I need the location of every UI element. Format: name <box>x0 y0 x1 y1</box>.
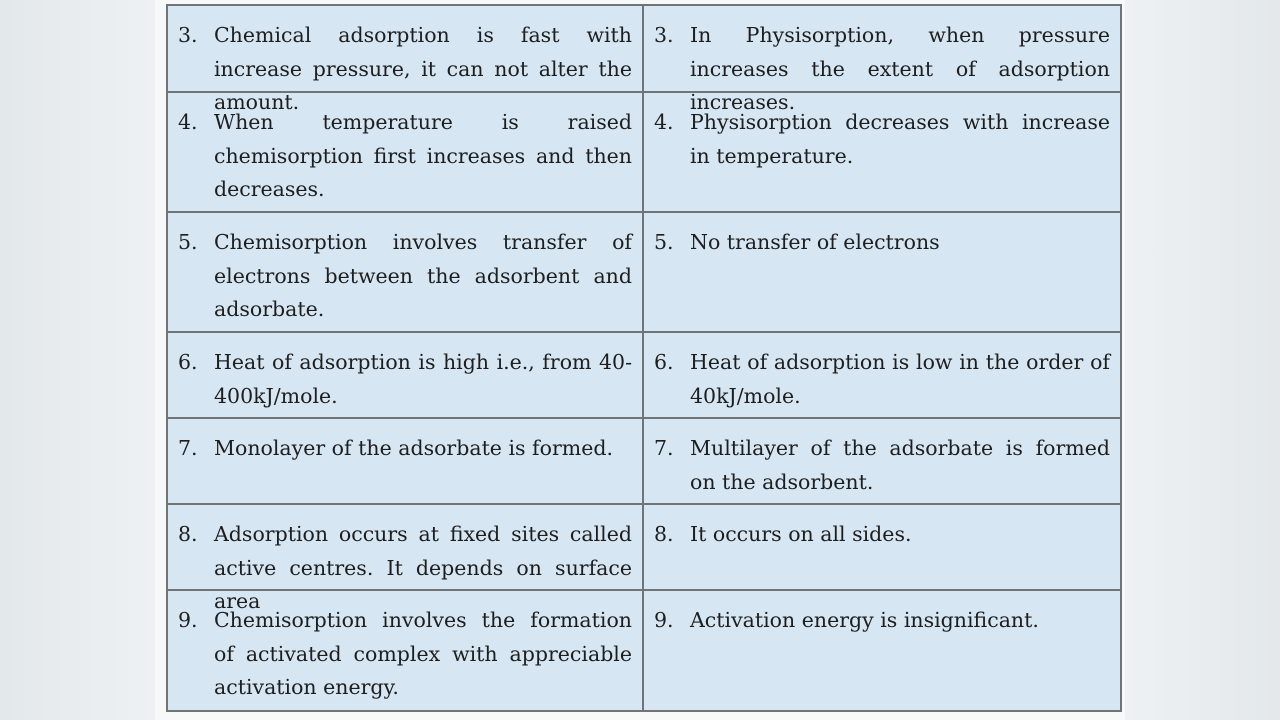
item-number: 7. <box>178 436 198 460</box>
table-row <box>168 591 1120 710</box>
item-text: Multilayer of the adsorbate is formed on the adsorbent. <box>690 436 1110 494</box>
table-row <box>168 419 1120 505</box>
table-row <box>168 93 1120 213</box>
physisorption-cell <box>644 213 1120 331</box>
item-text: No transfer of electrons <box>690 230 940 254</box>
chemisorption-cell <box>168 93 644 211</box>
comparison-table <box>166 4 1122 712</box>
physisorption-cell <box>644 93 1120 211</box>
item-text: When temperature is raised chemisorption first increases and then decreases. <box>214 110 632 201</box>
item-text: Heat of adsorption is low in the order of 40kJ/mole. <box>690 350 1110 408</box>
chemisorption-cell <box>168 419 644 503</box>
physisorption-cell <box>644 6 1120 114</box>
item-text: Chemisorption involves transfer of electrons between the adsorbent and adsorbate. <box>214 230 632 321</box>
item-text: Physisorption decreases with increase in temperature. <box>690 110 1110 168</box>
item-number: 4. <box>654 110 674 134</box>
physisorption-cell <box>644 419 1120 503</box>
item-number: 3. <box>178 23 198 47</box>
item-text: Heat of adsorption is high i.e., from 40-400kJ/mole. <box>214 350 632 408</box>
item-text: In Physisorption, when pressure increases the extent of adsorption increases. <box>690 23 1110 114</box>
table-row <box>168 333 1120 419</box>
chemisorption-cell <box>168 6 644 114</box>
item-number: 9. <box>654 608 674 632</box>
item-text: Chemisorption involves the formation of activated complex with appreciable activation energy. <box>214 608 632 699</box>
table-row <box>168 213 1120 333</box>
physisorption-cell <box>644 591 1120 710</box>
chemisorption-cell <box>168 333 644 417</box>
chemisorption-cell <box>168 213 644 331</box>
item-text: Activation energy is insignificant. <box>690 608 1039 632</box>
item-text: Adsorption occurs at fixed sites called active centres. It depends on surface area <box>214 522 632 613</box>
item-number: 8. <box>178 522 198 546</box>
item-number: 7. <box>654 436 674 460</box>
item-number: 4. <box>178 110 198 134</box>
item-text: Chemical adsorption is fast with increase pressure, it can not alter the amount. <box>214 23 632 114</box>
item-text: Monolayer of the adsorbate is formed. <box>214 436 613 460</box>
table-row <box>168 505 1120 613</box>
item-number: 9. <box>178 608 198 632</box>
backdrop-left <box>0 0 155 720</box>
item-number: 6. <box>178 350 198 374</box>
item-number: 3. <box>654 23 674 47</box>
item-number: 5. <box>178 230 198 254</box>
physisorption-cell <box>644 333 1120 417</box>
physisorption-cell <box>644 505 1120 589</box>
chemisorption-cell <box>168 591 644 710</box>
item-text: It occurs on all sides. <box>690 522 912 546</box>
item-number: 8. <box>654 522 674 546</box>
item-number: 6. <box>654 350 674 374</box>
item-number: 5. <box>654 230 674 254</box>
chemisorption-cell <box>168 505 644 613</box>
table-row <box>168 6 1120 114</box>
backdrop-right <box>1125 0 1280 720</box>
